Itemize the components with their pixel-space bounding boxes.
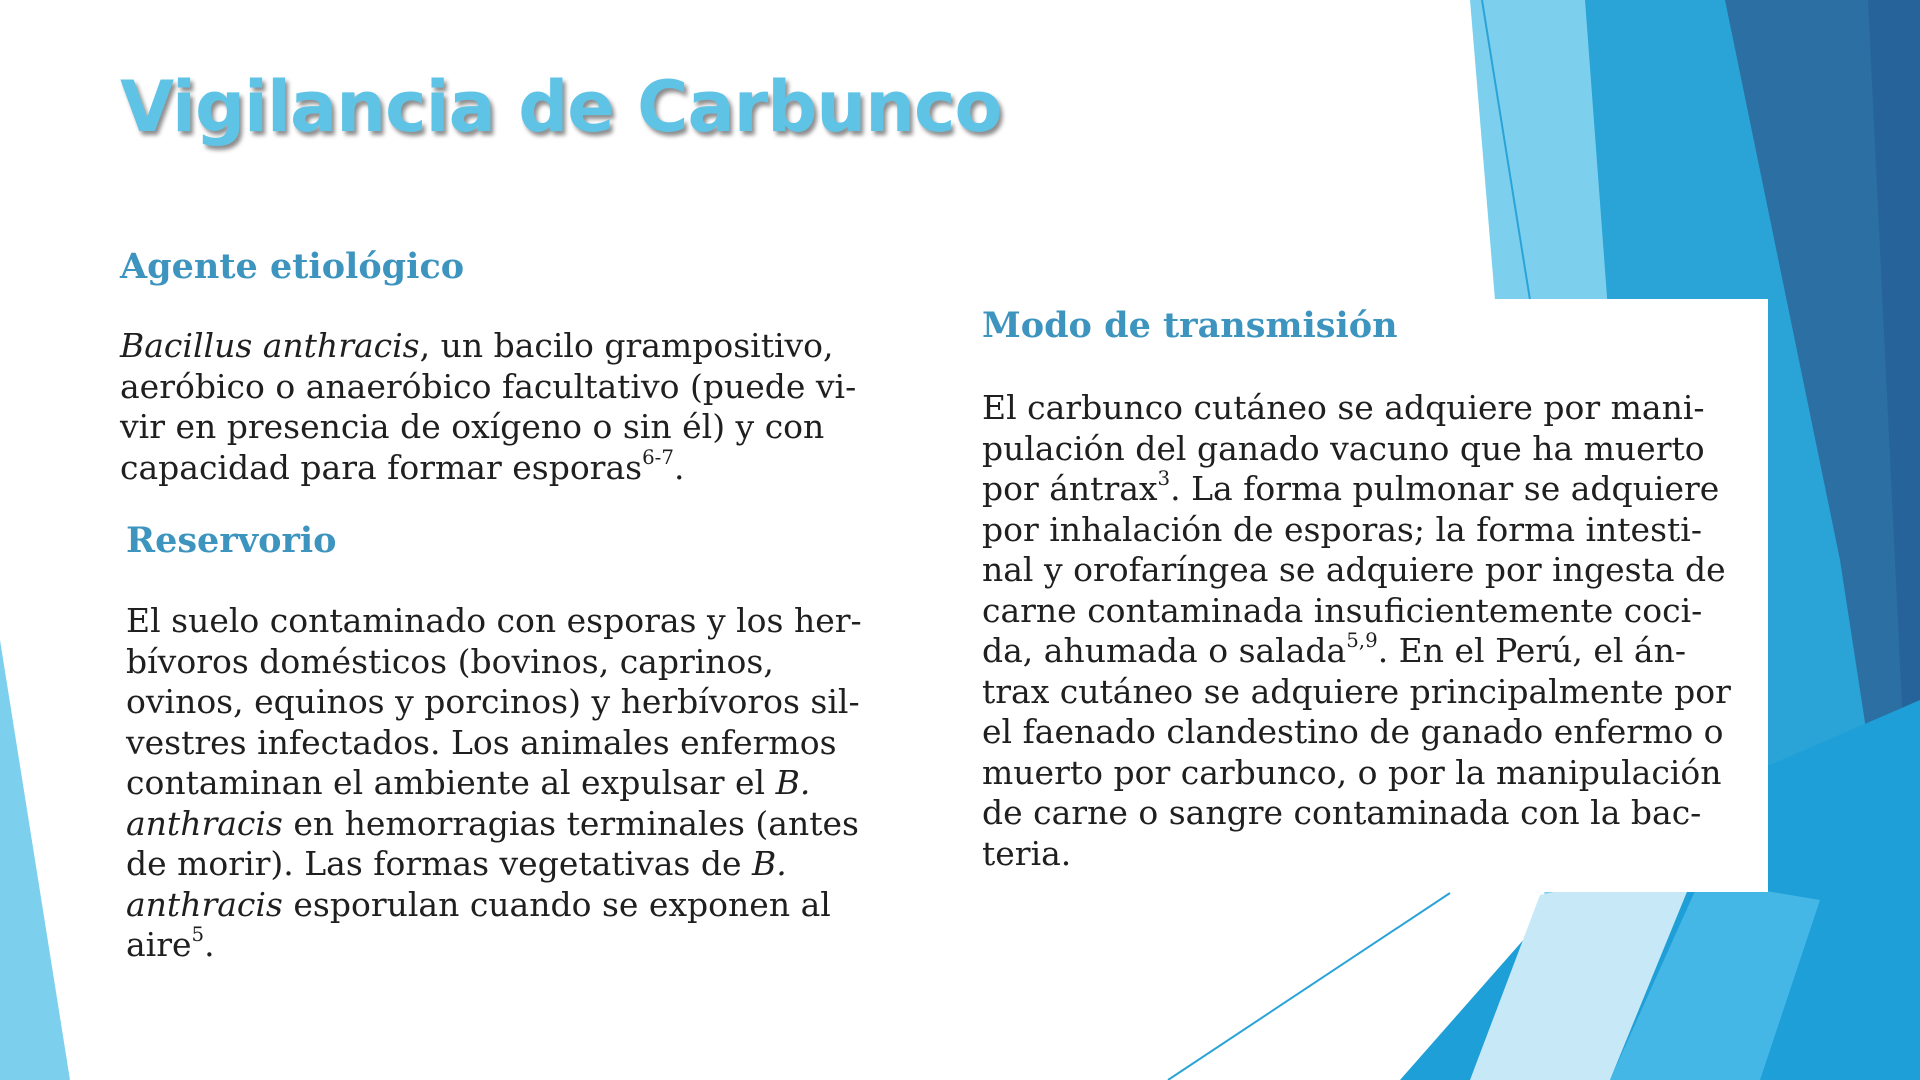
reservorio-line-2: bívoros domésticos (bovinos, caprinos,	[126, 641, 774, 681]
slide-title: Vigilancia de Carbunco	[120, 66, 1002, 148]
agente-line-1: Bacillus anthracis, un bacilo grampositivo,	[120, 326, 834, 365]
agente-line-2: aeróbico o anaeróbico facultativo (puede vi-	[120, 366, 857, 406]
transmision-line-12: teria.	[982, 833, 1072, 873]
transmision-line-7: da, ahumada o salada$^{5,9}$. En el Perú, el án-	[982, 629, 1686, 670]
reservorio-line-5: contaminan el ambiente al expulsar el B.	[126, 763, 811, 802]
reservorio-line-9: aire$^5$.	[126, 923, 215, 964]
transmision-line-2: pulación del ganado vacuno que ha muerto	[982, 428, 1705, 468]
reference-superscript: 5,9	[1346, 629, 1378, 653]
reservorio-line-4: vestres infectados. Los animales enfermos	[126, 722, 837, 762]
transmision-line-8: trax cutáneo se adquiere principalmente por	[982, 671, 1731, 711]
reference-superscript: 5	[191, 923, 205, 947]
agente-heading: Agente etiológico	[120, 246, 465, 287]
reference-superscript: 6-7	[642, 445, 674, 469]
reservorio-line-1: El suelo contaminado con esporas y los her-	[126, 601, 862, 640]
agente-line-3: vir en presencia de oxígeno o sin él) y con	[120, 407, 825, 446]
reservorio-line-8: anthracis esporulan cuando se exponen al	[126, 884, 831, 924]
transmision-line-4: por inhalación de esporas; la forma intesti-	[982, 509, 1702, 549]
transmision-line-6: carne contaminada insuficientemente coci-	[982, 590, 1703, 630]
transmision-line-3: por ántrax$^3$. La forma pulmonar se adquiere	[982, 467, 1720, 508]
reservorio-line-3: ovinos, equinos y porcinos) y herbívoros sil-	[126, 682, 860, 721]
reservorio-heading: Reservorio	[126, 520, 337, 561]
transmision-paragraph	[982, 388, 1756, 874]
species-name: Bacillus anthracis	[120, 326, 420, 365]
left-accent-shape	[0, 640, 70, 1080]
thin-line-bottom	[1168, 893, 1450, 1080]
transmision-line-11: de carne o sangre contaminada con la bac-	[982, 793, 1702, 832]
transmision-heading: Modo de transmisión	[982, 305, 1398, 346]
transmision-line-9: el faenado clandestino de ganado enfermo o	[982, 712, 1724, 751]
transmision-line-5: nal y orofaríngea se adquiere por ingesta de	[982, 550, 1726, 589]
transmision-line-10: muerto por carbunco, o por la manipulación	[982, 752, 1722, 792]
agente-paragraph	[120, 326, 874, 488]
reservorio-line-6: anthracis en hemorragias terminales (antes	[126, 803, 859, 843]
reservorio-line-7: de morir). Las formas vegetativas de B.	[126, 844, 787, 883]
reference-superscript: 3	[1157, 467, 1171, 491]
agente-line-4: capacidad para formar esporas$^{6-7}$.	[120, 445, 685, 487]
reservorio-paragraph	[126, 601, 876, 966]
transmision-line-1: El carbunco cutáneo se adquiere por mani-	[982, 388, 1705, 427]
